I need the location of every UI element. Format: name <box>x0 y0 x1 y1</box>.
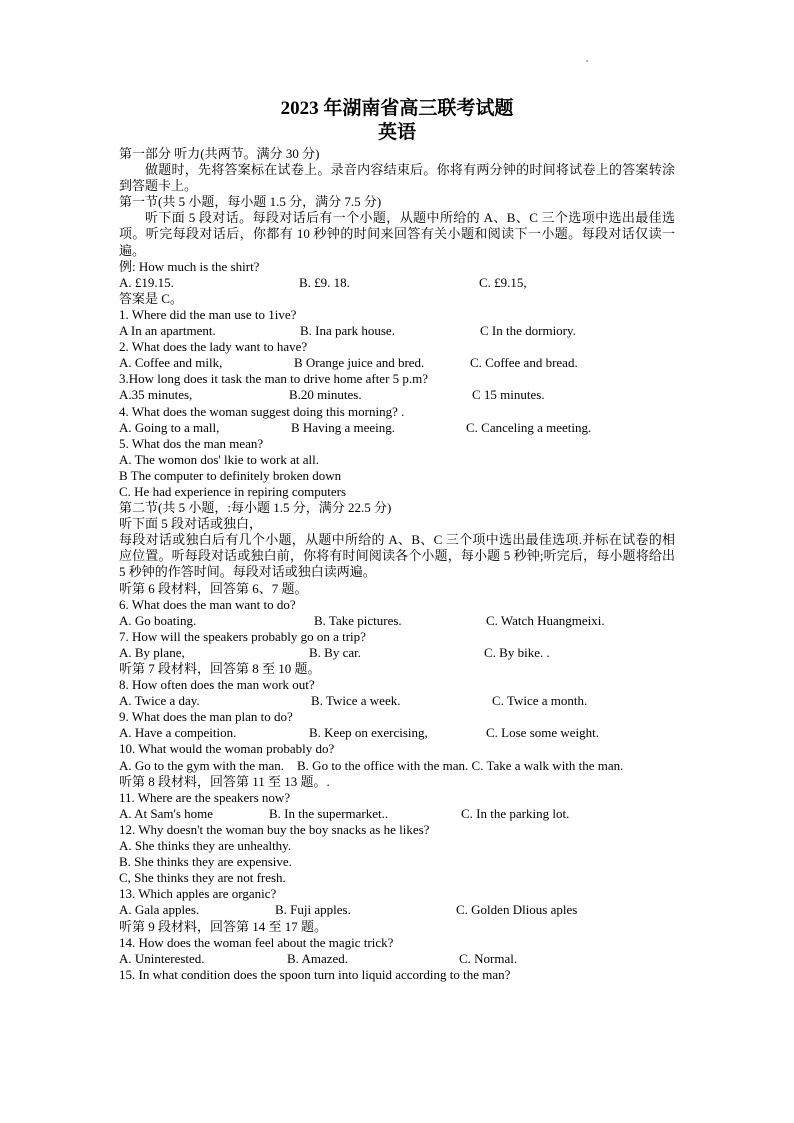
option-c: C In the dormiory. <box>480 323 576 339</box>
question-9: 9. What does the man plan to do? <box>119 709 293 725</box>
section2-instructions: 每段对话或独白后有几个小题，从题中所给的 A、B、C 三个项中选出最佳选项.并标在试卷的相应位置。听每段对话或独白前，你将有时间阅读各个小题，每小题 5 秒钟;听完后，每小题将给出 5 秒钟的作答时间。每段对话或独白读两遍。 <box>119 532 675 580</box>
option-b: B. Keep on exercising, <box>309 725 428 741</box>
option-c: C. In the parking lot. <box>461 805 570 821</box>
question-6: 6. What does the man want to do? <box>119 596 296 612</box>
option-b: B Having a meeing. <box>291 419 395 435</box>
question-3: 3.How long does it task the man to drive home after 5 p.m? <box>119 371 429 387</box>
option-a: A. Going to a mall, <box>119 419 220 435</box>
exam-page <box>119 97 675 983</box>
section2-heading: 第二节(共 5 小题，:每小题 1.5 分，满分 22.5 分) <box>119 500 392 516</box>
question-7: 7. How will the speakers probably go on a trip? <box>119 628 366 644</box>
option-b: B. In the supermarket.. <box>269 805 389 821</box>
question-7-options <box>119 645 675 661</box>
option-a: A. Coffee and milk, <box>119 355 223 371</box>
option-a: A. Gala apples. <box>119 902 200 918</box>
stray-mark <box>586 60 588 62</box>
option-c: C. Coffee and bread. <box>470 355 578 371</box>
option-a: A. Uninterested. <box>119 950 205 966</box>
option-a: A. At Sam's home <box>119 805 214 821</box>
material-9-heading: 听第 9 段材料，回答第 14 至 17 题。 <box>119 918 328 934</box>
option-c: C. He had experience in repiring computers <box>119 483 347 499</box>
example-options <box>119 275 675 291</box>
question-13: 13. Which apples are organic? <box>119 886 277 902</box>
option-a: A.35 minutes, <box>119 387 193 403</box>
option-c: C. Lose some weight. <box>486 725 600 741</box>
option-b: B. Fuji apples. <box>275 902 351 918</box>
option-c: C. £9.15, <box>479 274 527 290</box>
option-b: B. Ina park house. <box>300 323 395 339</box>
part1-heading: 第一部分 听力(共两节。满分 30 分) <box>119 146 320 161</box>
option-b: B. Amazed. <box>287 950 349 966</box>
part1-instructions: 做题时，先将答案标在试卷上。录音内容结束后。你将有两分钟的时间将试卷上的答案转涂到答题卡上。 <box>119 162 675 194</box>
question-2: 2. What does the lady want to have? <box>119 339 308 355</box>
option-a: A. The womon dos' lkie to work at all. <box>119 451 319 467</box>
option-c: C. Watch Huangmeixi. <box>486 612 605 628</box>
question-9-options <box>119 725 675 741</box>
option-c: C 15 minutes. <box>472 387 545 403</box>
option-a: A. £19.15. <box>119 274 174 290</box>
option-a: A. Twice a day. <box>119 693 200 709</box>
option-a: A. She thinks they are unhealthy. <box>119 838 292 854</box>
example-answer: 答案是 C。 <box>119 290 183 306</box>
option-b: B. By car. <box>309 644 361 660</box>
question-11-options <box>119 806 675 822</box>
section1-heading: 第一节(共 5 小题，每小题 1.5 分，满分 7.5 分) <box>119 194 382 210</box>
question-4-options <box>119 420 675 436</box>
option-c: C. Canceling a meeting. <box>466 419 592 435</box>
option-c: C. Twice a month. <box>492 693 588 709</box>
question-10-options: A. Go to the gym with the man. B. Go to the office with the man. C. Take a walk with the man. <box>119 757 624 773</box>
question-8: 8. How often does the man work out? <box>119 677 315 693</box>
option-a: A. By plane, <box>119 644 185 660</box>
question-2-options <box>119 355 675 371</box>
page-subtitle: 英语 <box>377 122 416 143</box>
question-13-options <box>119 902 675 918</box>
question-3-options <box>119 387 675 403</box>
option-c: C, She thinks they are not fresh. <box>119 870 286 886</box>
option-b: B.20 minutes. <box>289 387 362 403</box>
option-b: B. £9. 18. <box>299 274 350 290</box>
option-b: B. Take pictures. <box>314 612 402 628</box>
option-b: B. Twice a week. <box>311 693 401 709</box>
option-a: A In an apartment. <box>119 323 216 339</box>
section2-line1: 听下面 5 段对话或独白， <box>119 516 263 532</box>
question-14: 14. How does the woman feel about the magic trick? <box>119 934 394 950</box>
option-b: B The computer to definitely broken down <box>119 467 342 483</box>
question-14-options <box>119 951 675 967</box>
question-1: 1. Where did the man use to 1ive? <box>119 306 297 322</box>
material-6-heading: 听第 6 段材料，回答第 6、7 题。 <box>119 580 308 596</box>
question-4: 4. What does the woman suggest doing this morning? . <box>119 403 405 419</box>
question-10: 10. What would the woman probably do? <box>119 741 335 757</box>
option-b: B. She thinks they are expensive. <box>119 854 292 870</box>
option-c: C. Normal. <box>459 950 518 966</box>
option-c: C. Golden Dlious aples <box>456 902 578 918</box>
question-15: 15. In what condition does the spoon turn into liquid according to the man? <box>119 966 511 982</box>
option-a: A. Have a compeition. <box>119 725 237 741</box>
option-a: A. Go boating. <box>119 612 197 628</box>
page-title: 2023 年湖南省高三联考试题 <box>280 98 514 119</box>
material-8-heading: 听第 8 段材料，回答第 11 至 13 题。. <box>119 773 330 789</box>
section1-instructions: 听下面 5 段对话。每段对话后有一个小题，从题中所给的 A、B、C 三个选项中选出最佳选项。听完每段对话后，你都有 10 秒钟的时间来回答有关小题和阅读下一小题。每段对话仅读一遍。 <box>119 210 675 258</box>
example-question: 例: How much is the shirt? <box>119 258 260 274</box>
question-1-options <box>119 323 675 339</box>
material-7-heading: 听第 7 段材料，回答第 8 至 10 题。 <box>119 661 321 676</box>
option-b: B Orange juice and bred. <box>294 355 425 371</box>
question-5: 5. What dos the man mean? <box>119 435 264 451</box>
question-12: 12. Why doesn't the woman buy the boy snacks as he likes? <box>119 821 430 837</box>
question-8-options <box>119 693 675 709</box>
option-c: C. By bike. . <box>484 644 550 660</box>
question-6-options <box>119 613 675 629</box>
question-11: 11. Where are the speakers now? <box>119 789 291 805</box>
